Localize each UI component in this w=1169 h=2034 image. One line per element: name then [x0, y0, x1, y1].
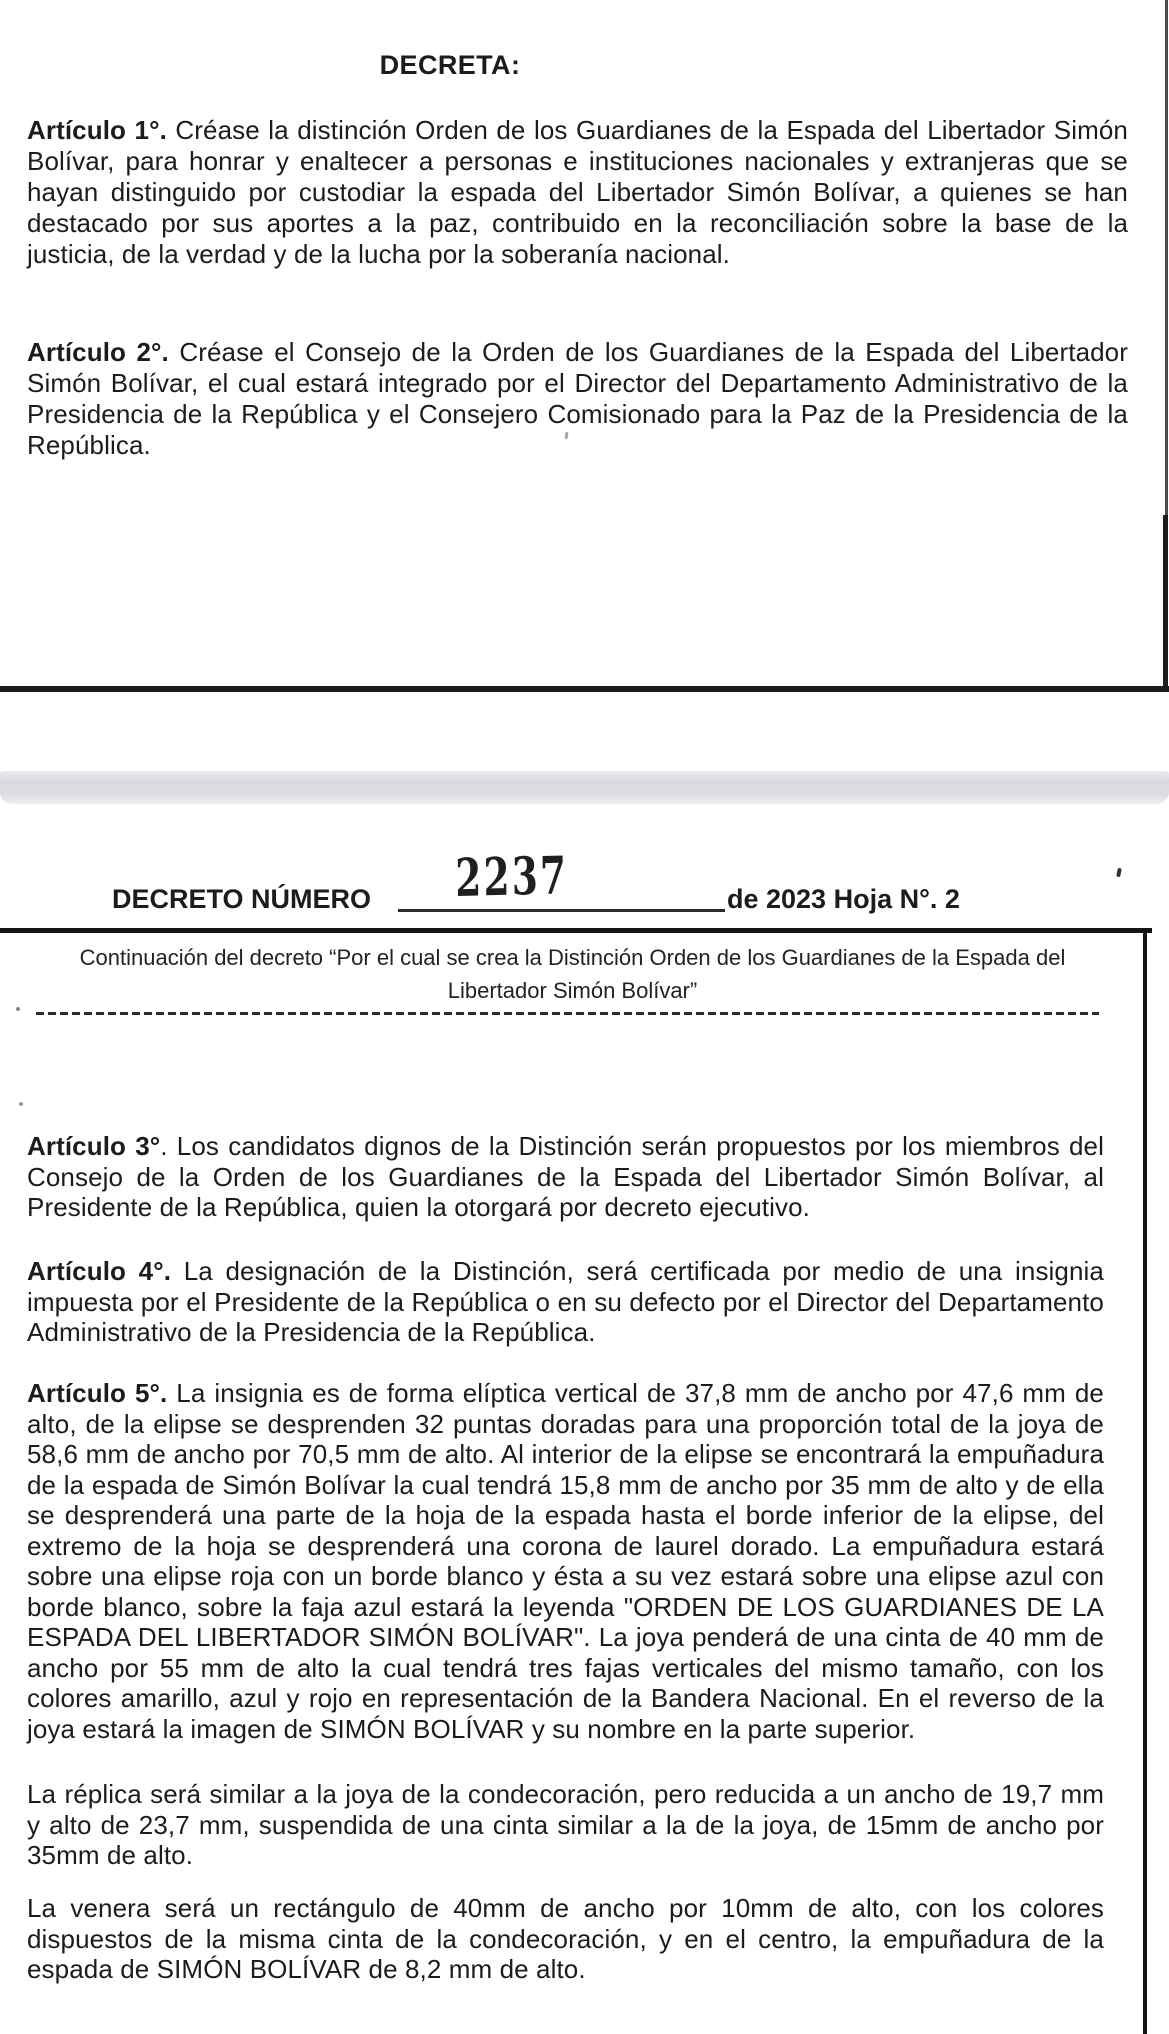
- article-2-text: Créase el Consejo de la Orden de los Guardianes de la Espada del Libertador Simón Bolívar, el cual estará integrado por el Director del Departamento Administrativo de la Presidencia de la República y el Consejero Comisionado para la Paz de la Presidencia de la República.: [27, 337, 1129, 460]
- page2-right-border: [1143, 928, 1147, 2034]
- decree-number-label: DECRETO NÚMERO: [112, 884, 372, 914]
- article-1-label: Artículo 1°.: [27, 115, 167, 145]
- dashed-separator: [36, 1012, 1099, 1015]
- article-3-paragraph: [27, 1131, 1104, 1223]
- article-2-label: Artículo 2°.: [27, 337, 169, 367]
- article-5-text: La insignia es de forma elíptica vertical de 37,8 mm de ancho por 47,6 mm de alto, de la elipse se desprenden 32 puntas doradas para una proporción total de la joya de 58,6 mm de ancho por 70,5 mm de alto. Al interior de la elipse se encontrará la empuñadura de la espada de Simón Bolívar la cual tendrá 15,8 mm de ancho por 35 mm de alto y de ella se desprenderá una parte de la hoja de la espada hasta el borde inferior de la elipse, del extremo de la hoja se desprenderá una corona de laurel dorado. La empuñadura estará sobre una elipse roja con un borde blanco y ésta a su vez estará sobre una elipse azul con borde blanco, sobre la faja azul estará la leyenda "ORDEN DE LOS GUARDIANES DE LA ESPADA DEL LIBERTADOR SIMÓN BOLÍVAR". La joya penderá de una cinta de 40 mm de ancho por 55 mm de alto la cual tendrá tres fajas verticales del mismo tamaño, con los colores amarillo, azul y rojo en representación de la Bandera Nacional. En el reverso de la joya estará la imagen de SIMÓN BOLÍVAR y su nombre en la parte superior.: [27, 1378, 1104, 1744]
- scan-mark: [1116, 868, 1122, 878]
- page1-bottom-scan-edge: [0, 686, 1169, 692]
- replica-paragraph: [27, 1779, 1104, 1871]
- article-4-text: La designación de la Distinción, será certificada por medio de una insignia impuesta por el Presidente de la República o en su defecto por el Director del Departamento Administrativo de la Presidencia de la República.: [27, 1256, 1104, 1347]
- article-4-label: Artículo 4°.: [27, 1256, 172, 1286]
- article-5-label: Artículo 5°.: [27, 1378, 168, 1408]
- scan-seam-band: [0, 771, 1169, 804]
- page1-right-scan-edge-dark: [1163, 515, 1168, 690]
- article-2-paragraph: [27, 337, 1128, 461]
- decree-number-stamp: 2237: [454, 845, 569, 909]
- article-1-paragraph: [27, 115, 1128, 270]
- article-3-text: . Los candidatos dignos de la Distinción serán propuestos por los miembros del Consejo de la Orden de los Guardianes de la Espada del Libertador Simón Bolívar, al Presidente de la República, quien la otorgará por decreto ejecutivo.: [27, 1131, 1104, 1222]
- decree-year-page-label: de 2023 Hoja N°. 2: [727, 884, 960, 914]
- page2-top-border: [0, 928, 1152, 933]
- replica-text: La réplica será similar a la joya de la condecoración, pero reducida a un ancho de 19,7 mm y alto de 23,7 mm, suspendida de una cinta similar a la de la joya, de 15mm de ancho por 35mm de alto.: [27, 1779, 1104, 1870]
- article-1-text: Créase la distinción Orden de los Guardianes de la Espada del Libertador Simón Bolívar, para honrar y enaltecer a personas e instituciones nacionales y extranjeras que se hayan distinguido por custodiar la espada del Libertador Simón Bolívar, a quienes se han destacado por sus aportes a la paz, contribuido en la reconciliación sobre la base de la justicia, de la verdad y de la lucha por la soberanía nacional.: [27, 115, 1128, 269]
- article-5-paragraph: [27, 1378, 1104, 1744]
- venera-paragraph: [27, 1893, 1104, 1985]
- venera-text: La venera será un rectángulo de 40mm de ancho por 10mm de alto, con los colores dispuestos de la misma cinta de la condecoración, y en el centro, la empuñadura de la espada de SIMÓN BOLÍVAR de 8,2 mm de alto.: [27, 1893, 1104, 1984]
- article-4-paragraph: [27, 1256, 1104, 1348]
- continuation-note: Continuación del decreto “Por el cual se crea la Distinción Orden de los Guardianes de la Espada del Libertador Simón Bolívar”: [79, 945, 1066, 1003]
- article-3-label: Artículo 3°: [27, 1131, 161, 1161]
- scan-speck: [16, 1007, 20, 1011]
- decree-number-underline: [398, 909, 725, 912]
- scan-speck: [19, 1102, 23, 1106]
- decreta-heading: DECRETA:: [379, 50, 521, 80]
